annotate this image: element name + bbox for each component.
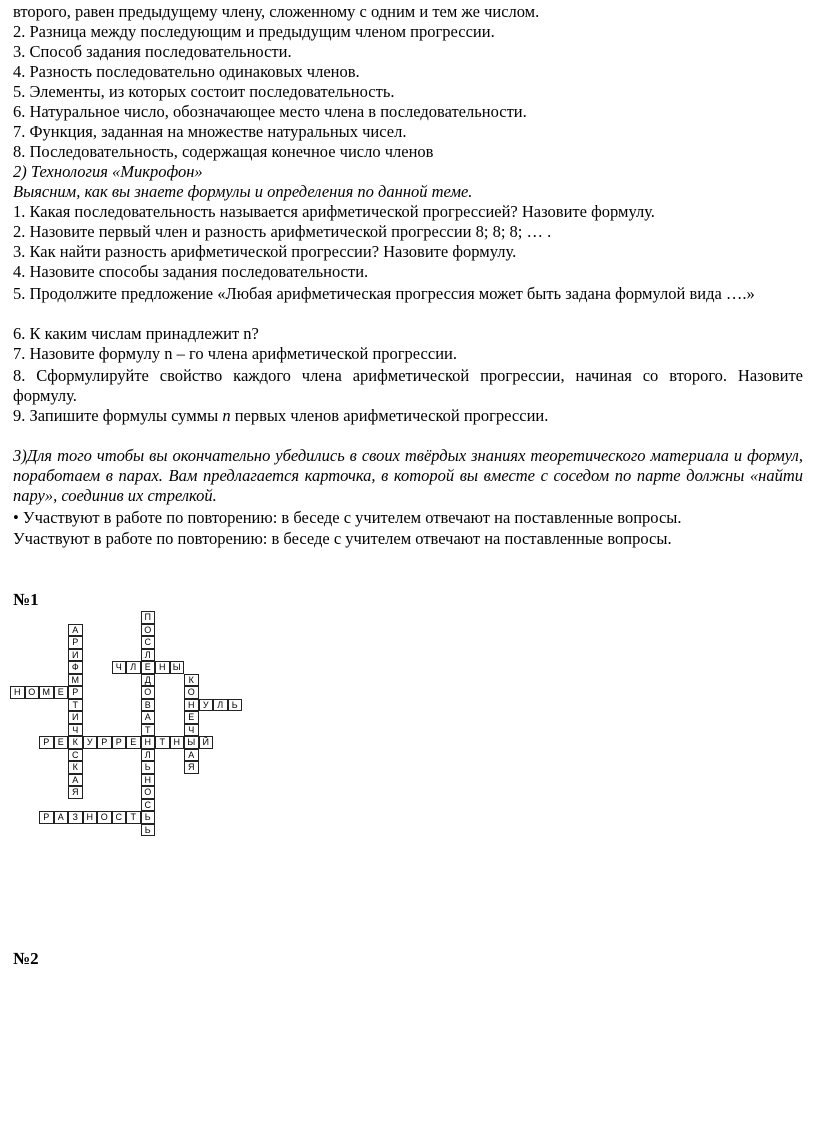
crossword-cell: А bbox=[68, 774, 83, 787]
question-8: 8. Сформулируйте свойство каждого члена арифметической прогрессии, начиная со второго. Назовите формулу. bbox=[13, 366, 803, 405]
crossword-cell: Й bbox=[199, 736, 214, 749]
question-1: 1. Какая последовательность называется арифметической прогрессией? Назовите формулу. bbox=[13, 202, 655, 221]
crossword-cell: Е bbox=[126, 736, 141, 749]
crossword-cell: О bbox=[184, 686, 199, 699]
text-line: второго, равен предыдущему члену, сложенному с одним и тем же числом. bbox=[13, 2, 540, 21]
crossword-cell: Ь bbox=[228, 699, 243, 712]
crossword-cell: Ы bbox=[184, 736, 199, 749]
crossword-cell: Л bbox=[141, 749, 156, 762]
crossword-cell: Н bbox=[83, 811, 98, 824]
crossword-cell: А bbox=[54, 811, 69, 824]
question-9 bbox=[13, 406, 803, 426]
crossword-cell: С bbox=[141, 799, 156, 812]
crossword-cell: П bbox=[141, 611, 156, 624]
crossword-cell: Ф bbox=[68, 661, 83, 674]
crossword-cell: Р bbox=[97, 736, 112, 749]
crossword-cell: У bbox=[83, 736, 98, 749]
crossword-cell: К bbox=[184, 674, 199, 687]
question-5: 5. Продолжите предложение «Любая арифметическая прогрессия может быть задана формулой вида ….» bbox=[13, 284, 755, 303]
crossword-cell: Т bbox=[155, 736, 170, 749]
crossword-cell: К bbox=[68, 736, 83, 749]
crossword-cell: О bbox=[141, 686, 156, 699]
crossword-cell: Ь bbox=[141, 811, 156, 824]
crossword-cell: Ч bbox=[184, 724, 199, 737]
bullet-symbol: • bbox=[13, 508, 19, 527]
crossword-cell: В bbox=[141, 699, 156, 712]
question-9-variable: n bbox=[222, 406, 231, 425]
crossword-cell: У bbox=[199, 699, 214, 712]
crossword-cell: Е bbox=[184, 711, 199, 724]
crossword-cell: А bbox=[184, 749, 199, 762]
crossword-cell: С bbox=[141, 636, 156, 649]
bullet-text: Участвуют в работе по повторению: в беседе с учителем отвечают на поставленные вопросы. bbox=[22, 508, 682, 527]
crossword-cell: Е bbox=[54, 736, 69, 749]
crossword-cell: Ы bbox=[170, 661, 185, 674]
crossword-cell: Ч bbox=[112, 661, 127, 674]
crossword-cell: Н bbox=[141, 736, 156, 749]
crossword-cell: Ь bbox=[141, 761, 156, 774]
crossword-cell: А bbox=[68, 624, 83, 637]
crossword-cell: О bbox=[141, 786, 156, 799]
crossword-cell: Н bbox=[184, 699, 199, 712]
crossword-cell: Р bbox=[68, 686, 83, 699]
crossword-cell: Н bbox=[155, 661, 170, 674]
question-4: 4. Назовите способы задания последовательности. bbox=[13, 262, 369, 281]
question-2: 2. Назовите первый член и разность арифметической прогрессии 8; 8; 8; … . bbox=[13, 222, 552, 241]
crossword-cell: Р bbox=[39, 811, 54, 824]
crossword-cell: Н bbox=[170, 736, 185, 749]
crossword-cell: Р bbox=[68, 636, 83, 649]
crossword-cell: С bbox=[68, 749, 83, 762]
crossword-cell: Л bbox=[213, 699, 228, 712]
crossword-cell: Р bbox=[112, 736, 127, 749]
crossword-cell: З bbox=[68, 811, 83, 824]
text-line: 7. Функция, заданная на множестве натуральных чисел. bbox=[13, 122, 407, 141]
crossword-cell: И bbox=[68, 711, 83, 724]
text-line: 2. Разница между последующим и предыдущим членом прогрессии. bbox=[13, 22, 495, 41]
section-intro: Выясним, как вы знаете формулы и определения по данной теме. bbox=[13, 182, 473, 201]
question-3: 3. Как найти разность арифметической прогрессии? Назовите формулу. bbox=[13, 242, 517, 261]
section-title: 2) Технология «Микрофон» bbox=[13, 162, 203, 181]
crossword-cell: И bbox=[68, 649, 83, 662]
question-6: 6. К каким числам принадлежит n? bbox=[13, 324, 259, 343]
text-line: 8. Последовательность, содержащая конечное число членов bbox=[13, 142, 434, 161]
crossword-cell: А bbox=[141, 711, 156, 724]
crossword-cell: Ч bbox=[68, 724, 83, 737]
crossword-cell: Я bbox=[184, 761, 199, 774]
question-9-end: первых членов арифметической прогрессии. bbox=[230, 406, 549, 425]
text-line: 4. Разность последовательно одинаковых членов. bbox=[13, 62, 360, 81]
crossword-cell: Н bbox=[10, 686, 25, 699]
crossword-cell: Л bbox=[126, 661, 141, 674]
crossword-cell: Н bbox=[141, 774, 156, 787]
crossword-cell: С bbox=[112, 811, 127, 824]
crossword-cell: О bbox=[141, 624, 156, 637]
plain-line: Участвуют в работе по повторению: в беседе с учителем отвечают на поставленные вопросы. bbox=[13, 529, 672, 548]
section3-text: 3)Для того чтобы вы окончательно убедились в своих твёрдых знаниях теоретического материала и формул, поработаем в парах. Вам предлагается карточка, в которой вы вместе с соседом по парте должны «найти пару», соединив их стрелкой. bbox=[13, 446, 803, 505]
crossword-cell: О bbox=[25, 686, 40, 699]
text-line: 6. Натуральное число, обозначающее место члена в последовательности. bbox=[13, 102, 527, 121]
crossword-cell: Т bbox=[126, 811, 141, 824]
heading-number-1: №1 bbox=[13, 590, 39, 609]
text-line: 5. Элементы, из которых состоит последовательность. bbox=[13, 82, 395, 101]
crossword-cell: К bbox=[68, 761, 83, 774]
crossword-cell: Я bbox=[68, 786, 83, 799]
question-7: 7. Назовите формулу n – го члена арифметической прогрессии. bbox=[13, 344, 457, 363]
crossword-cell: Р bbox=[39, 736, 54, 749]
crossword-cell: Е bbox=[54, 686, 69, 699]
crossword-cell: М bbox=[68, 674, 83, 687]
bullet-line bbox=[13, 508, 803, 528]
crossword-cell: О bbox=[97, 811, 112, 824]
crossword-cell: Ь bbox=[141, 824, 156, 837]
heading-number-2: №2 bbox=[13, 949, 39, 968]
text-line: 3. Способ задания последовательности. bbox=[13, 42, 292, 61]
crossword-cell: Д bbox=[141, 674, 156, 687]
crossword-cell: Л bbox=[141, 649, 156, 662]
crossword-cell: Т bbox=[68, 699, 83, 712]
crossword-cell: Е bbox=[141, 661, 156, 674]
crossword-cell: Т bbox=[141, 724, 156, 737]
crossword-cell: М bbox=[39, 686, 54, 699]
question-9-start: 9. Запишите формулы суммы bbox=[13, 406, 223, 425]
